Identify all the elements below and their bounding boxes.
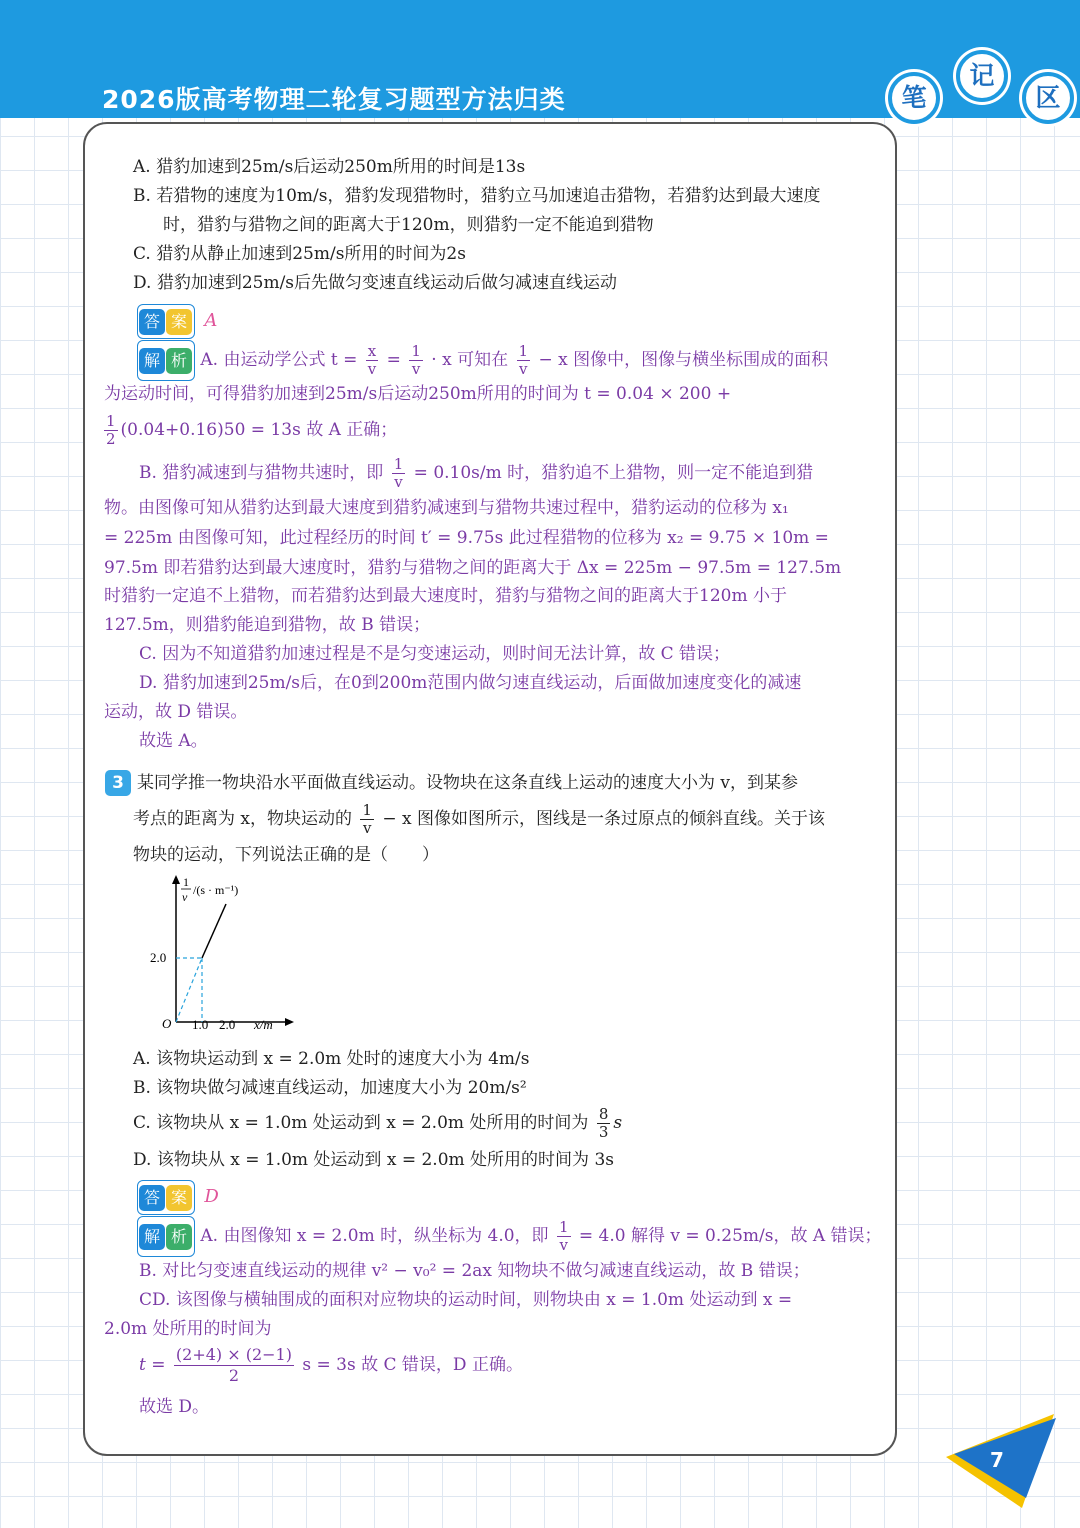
- text: (0.04+0.16)50 = 13s 故 A 正确；: [120, 420, 398, 440]
- answer-tag-char-1: 答: [139, 1185, 165, 1211]
- q2-option-b-line2: 时，猎豹与猎物之间的距离大于120m，则猎豹一定不能追到猎物: [163, 215, 654, 235]
- numerator: 1: [362, 801, 372, 819]
- text: A. 由运动学公式 t =: [200, 349, 358, 370]
- text: − x 图像如图所示，图线是一条过原点的倾斜直线。关于该: [382, 809, 825, 829]
- q2-analysis-d-line1: D. 猎豹加速到25m/s后，在0到200m范围内做匀速直线运动，后面做加速度变化的减速: [139, 673, 802, 693]
- q2-analysis-b-line6: 127.5m，则猎豹能追到猎物，故 B 错误；: [104, 615, 431, 635]
- text: = 4.0 解得 v = 0.25m/s，故 A 错误；: [578, 1225, 882, 1246]
- q2-conclusion: 故选 A。: [139, 731, 208, 751]
- q2-option-c: C. 猎豹从静止加速到25m/s所用的时间为2s: [133, 244, 466, 264]
- notes-badge-1: 笔: [888, 72, 940, 124]
- q3-option-a: A. 该物块运动到 x = 2.0m 处时的速度大小为 4m/s: [133, 1049, 530, 1069]
- denominator: 3: [598, 1123, 609, 1141]
- notes-badge-3: 区: [1022, 72, 1074, 124]
- q3-stem-line1: 某同学推一物块沿水平面做直线运动。设物块在这条直线上运动的速度大小为 v，到某参: [137, 773, 799, 793]
- answer-tag: [137, 304, 195, 339]
- analysis-tag: [137, 340, 195, 381]
- answer-tag: [137, 1180, 195, 1215]
- page-number: 7: [990, 1448, 1004, 1472]
- q2-analysis-b-line2: 物。由图像可知从猎豹达到最大速度到猎豹减速到与猎物共速过程中，猎豹运动的位移为 x₁: [104, 498, 789, 518]
- q2-analysis-b-line3: = 225m 由图像可知，此过程经历的时间 t′ = 9.75s 此过程猎物的位移为 x₂ = 9.75 × 10m =: [104, 528, 829, 548]
- denominator: v: [559, 1235, 568, 1254]
- origin-label: O: [162, 1016, 172, 1031]
- q3-graph: [140, 872, 300, 1037]
- q3-analysis-formula: [139, 1345, 523, 1386]
- q2-answer-row: [137, 304, 217, 339]
- q3-stem-line3: 物块的运动，下列说法正确的是（ ）: [133, 845, 439, 865]
- analysis-tag: [137, 1216, 195, 1257]
- q3-analysis-cd-line1: CD. 该图像与横轴围成的面积对应物块的运动时间，则物块由 x = 1.0m 处运动到 x =: [139, 1290, 793, 1310]
- denominator: v: [367, 359, 377, 378]
- q2-analysis-line3: [104, 412, 397, 448]
- q2-analysis-line1: [137, 340, 828, 381]
- q3-answer-row: [137, 1180, 219, 1215]
- y-label-unit: /(s · m⁻¹): [193, 883, 239, 897]
- q3-conclusion: 故选 D。: [139, 1397, 210, 1417]
- y-tick-2: 2.0: [150, 950, 167, 965]
- q2-analysis-b-line4: 97.5m 即若猎豹达到最大速度时，猎豹与猎物之间的距离大于 Δx = 225m − 97.5m = 127.5m: [104, 558, 842, 578]
- x-tick-1: 1.0: [192, 1017, 209, 1032]
- denominator: v: [519, 359, 528, 378]
- x-label: x/m: [254, 1017, 273, 1032]
- graph-line: [202, 904, 226, 958]
- notes-badge-2: 记: [956, 50, 1008, 102]
- q3-analysis-cd-line2: 2.0m 处所用的时间为: [104, 1319, 272, 1339]
- denominator: v: [411, 359, 421, 378]
- fraction-x-over-v: [366, 343, 378, 378]
- numerator: x: [366, 343, 378, 361]
- fraction-1-over-v: [360, 802, 374, 837]
- q2-option-b-line1: B. 若猎物的速度为10m/s，猎豹发现猎物时，猎豹立马加速追击猎物，若猎豹达到最大速度: [133, 186, 821, 206]
- denominator: 2: [228, 1366, 240, 1385]
- numerator: 1: [518, 341, 529, 360]
- numerator: 8: [598, 1105, 609, 1123]
- q2-option-d: D. 猎豹加速到25m/s后先做匀变速直线运动后做匀减速直线运动: [133, 273, 618, 293]
- text: − x 图像中，图像与横坐标围成的面积: [538, 349, 829, 370]
- answer-tag-char-2: 案: [166, 1185, 192, 1211]
- analysis-tag-char-2: 析: [166, 348, 192, 374]
- q2-analysis-line2: 为运动时间，可得猎豹加速到25m/s后运动250m所用的时间为 t = 0.04 × 200 +: [104, 384, 732, 404]
- numerator: 1: [411, 341, 421, 360]
- y-label-den: v: [182, 890, 188, 904]
- q3-analysis-b: B. 对比匀变速直线运动的规律 v² − v₀² = 2ax 知物块不做匀减速直线运动，故 B 错误；: [139, 1261, 810, 1281]
- fraction-1-over-v: [392, 456, 406, 491]
- y-axis-arrow: [172, 875, 180, 884]
- q3-stem-line2: [133, 801, 825, 837]
- text: B. 猎豹减速到与猎物共速时，即: [139, 463, 384, 483]
- fraction-1-over-v: [557, 1219, 571, 1254]
- numerator: 1: [106, 412, 116, 430]
- question-number: 3: [105, 770, 131, 796]
- numerator: 1: [558, 1217, 569, 1236]
- q2-analysis-b-line1: [139, 455, 813, 491]
- text: =: [386, 349, 401, 370]
- text: t =: [139, 1355, 166, 1375]
- denominator: v: [362, 819, 372, 837]
- text: A. 由图像知 x = 2.0m 时，纵坐标为 4.0，即: [200, 1225, 549, 1246]
- analysis-tag-char-2: 析: [166, 1224, 192, 1250]
- q2-analysis-d-line2: 运动，故 D 错误。: [104, 702, 248, 722]
- text: s = 3s 故 C 错误，D 正确。: [302, 1355, 523, 1375]
- numerator: (2+4) × (2−1): [175, 1345, 292, 1364]
- fraction-time: [174, 1345, 294, 1386]
- fraction-8-over-3: [597, 1106, 611, 1141]
- x-axis-arrow: [285, 1018, 294, 1026]
- fraction-1-over-v: [409, 343, 423, 378]
- unit: s: [613, 1113, 623, 1133]
- q2-analysis-c: C. 因为不知道猎豹加速过程是不是匀变速运动，则时间无法计算，故 C 错误；: [139, 644, 731, 664]
- q3-analysis-line1: [137, 1216, 882, 1257]
- q2-analysis-b-line5: 时猎豹一定追不上猎物，而若猎豹达到最大速度时，猎豹与猎物之间的距离大于120m 小于: [104, 586, 787, 606]
- q3-option-d: D. 该物块从 x = 1.0m 处运动到 x = 2.0m 处所用的时间为 3s: [133, 1150, 614, 1170]
- answer-tag-char-1: 答: [139, 309, 165, 335]
- q3-option-c: [133, 1105, 622, 1141]
- text: · x 可知在: [431, 349, 509, 370]
- y-label-num: 1: [183, 875, 189, 889]
- q3-option-b: B. 该物块做匀减速直线运动，加速度大小为 20m/s²: [133, 1078, 527, 1098]
- answer-tag-char-2: 案: [166, 309, 192, 335]
- text: 考点的距离为 x，物块运动的: [133, 809, 352, 829]
- book-title: 2026版高考物理二轮复习题型方法归类: [102, 85, 566, 114]
- numerator: 1: [393, 455, 404, 473]
- text: C. 该物块从 x = 1.0m 处运动到 x = 2.0m 处所用的时间为: [133, 1113, 589, 1133]
- q2-option-a: A. 猎豹加速到25m/s后运动250m所用的时间是13s: [133, 157, 526, 177]
- q3-answer: D: [204, 1186, 219, 1208]
- extension-dashed: [176, 958, 202, 1022]
- fraction-1-over-v: [517, 343, 531, 378]
- denominator: v: [394, 473, 403, 491]
- q2-answer: A: [204, 310, 218, 332]
- fraction-half: [104, 413, 118, 448]
- denominator: 2: [106, 430, 116, 448]
- analysis-tag-char-1: 解: [139, 1224, 165, 1250]
- text: = 0.10s/m 时，猎豹追不上猎物，则一定不能追到猎: [413, 463, 814, 483]
- analysis-tag-char-1: 解: [139, 348, 165, 374]
- x-tick-2: 2.0: [219, 1017, 236, 1032]
